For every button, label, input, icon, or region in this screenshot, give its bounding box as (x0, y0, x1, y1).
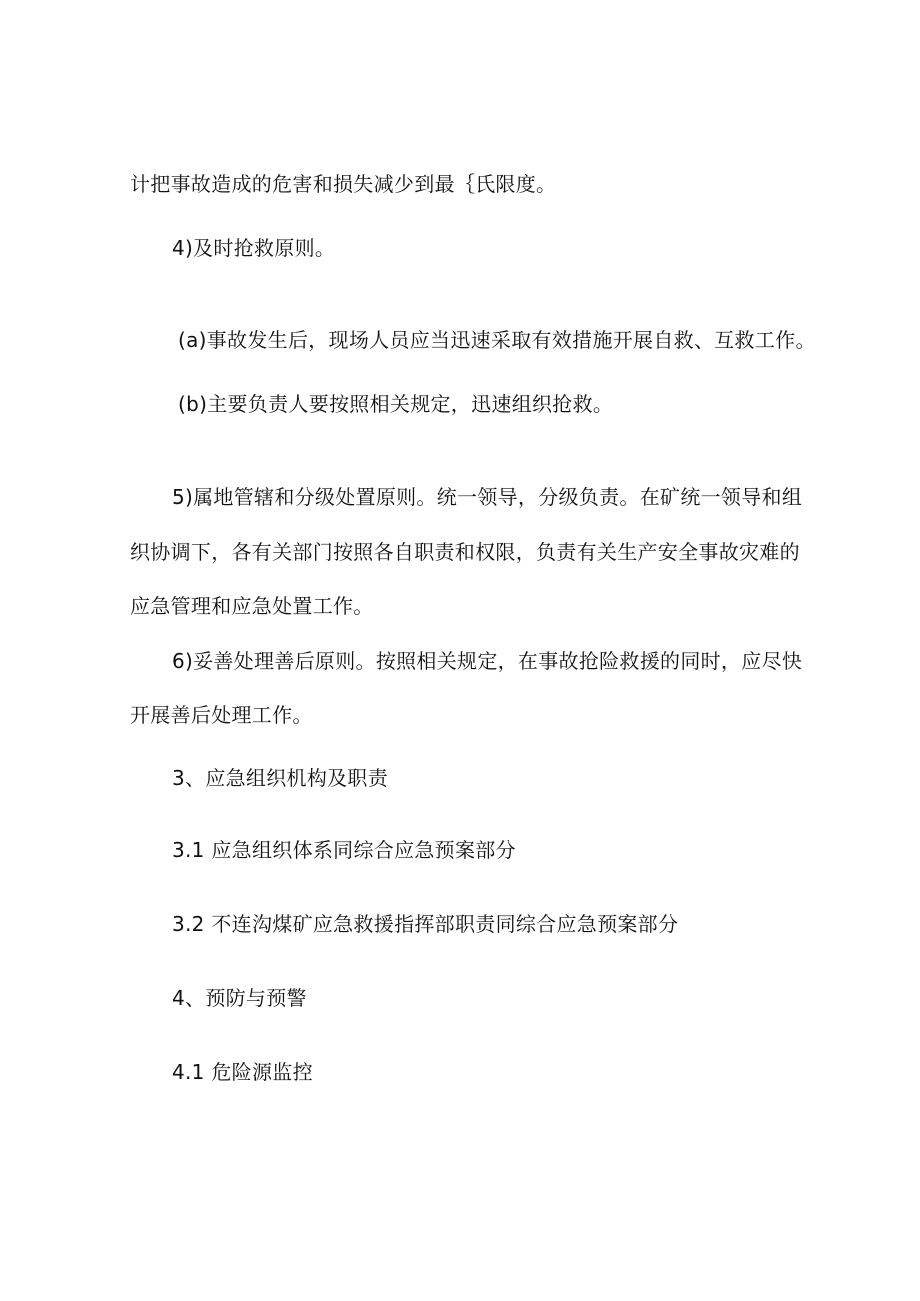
principle-heading-4: 4)及时抢救原则。 (172, 236, 336, 260)
list-item-a: (a)事故发生后，现场人员应当迅速采取有效措施开展自救、互救工作。 (178, 328, 816, 352)
paragraph-line: 计把事故造成的危害和损失减少到最｛氏限度。 (130, 172, 557, 196)
principle-5-line-3: 应急管理和应急处置工作。 (130, 594, 374, 618)
list-item-b: (b)主要负责人要按照相关规定，迅速组织抢救。 (178, 392, 614, 416)
principle-5-line-1: 5)属地管辖和分级处置原则。统一领导，分级负责。在矿统一领导和组 (172, 485, 803, 509)
section-heading-4: 4、预防与预警 (172, 986, 307, 1010)
principle-6-line-1: 6)妥善处理善后原则。按照相关规定，在事故抢险救援的同时，应尽快 (172, 649, 803, 673)
principle-5-line-2: 织协调下，各有关部门按照各自职责和权限，负责有关生产安全事故灾难的 (130, 540, 800, 564)
subsection-3-1: 3.1 应急组织体系同综合应急预案部分 (172, 838, 516, 862)
principle-6-line-2: 开展善后处理工作。 (130, 703, 313, 727)
subsection-3-2: 3.2 不连沟煤矿应急救援指挥部职责同综合应急预案部分 (172, 912, 679, 936)
section-heading-3: 3、应急组织机构及职责 (172, 766, 389, 790)
subsection-4-1: 4.1 危险源监控 (172, 1060, 313, 1084)
